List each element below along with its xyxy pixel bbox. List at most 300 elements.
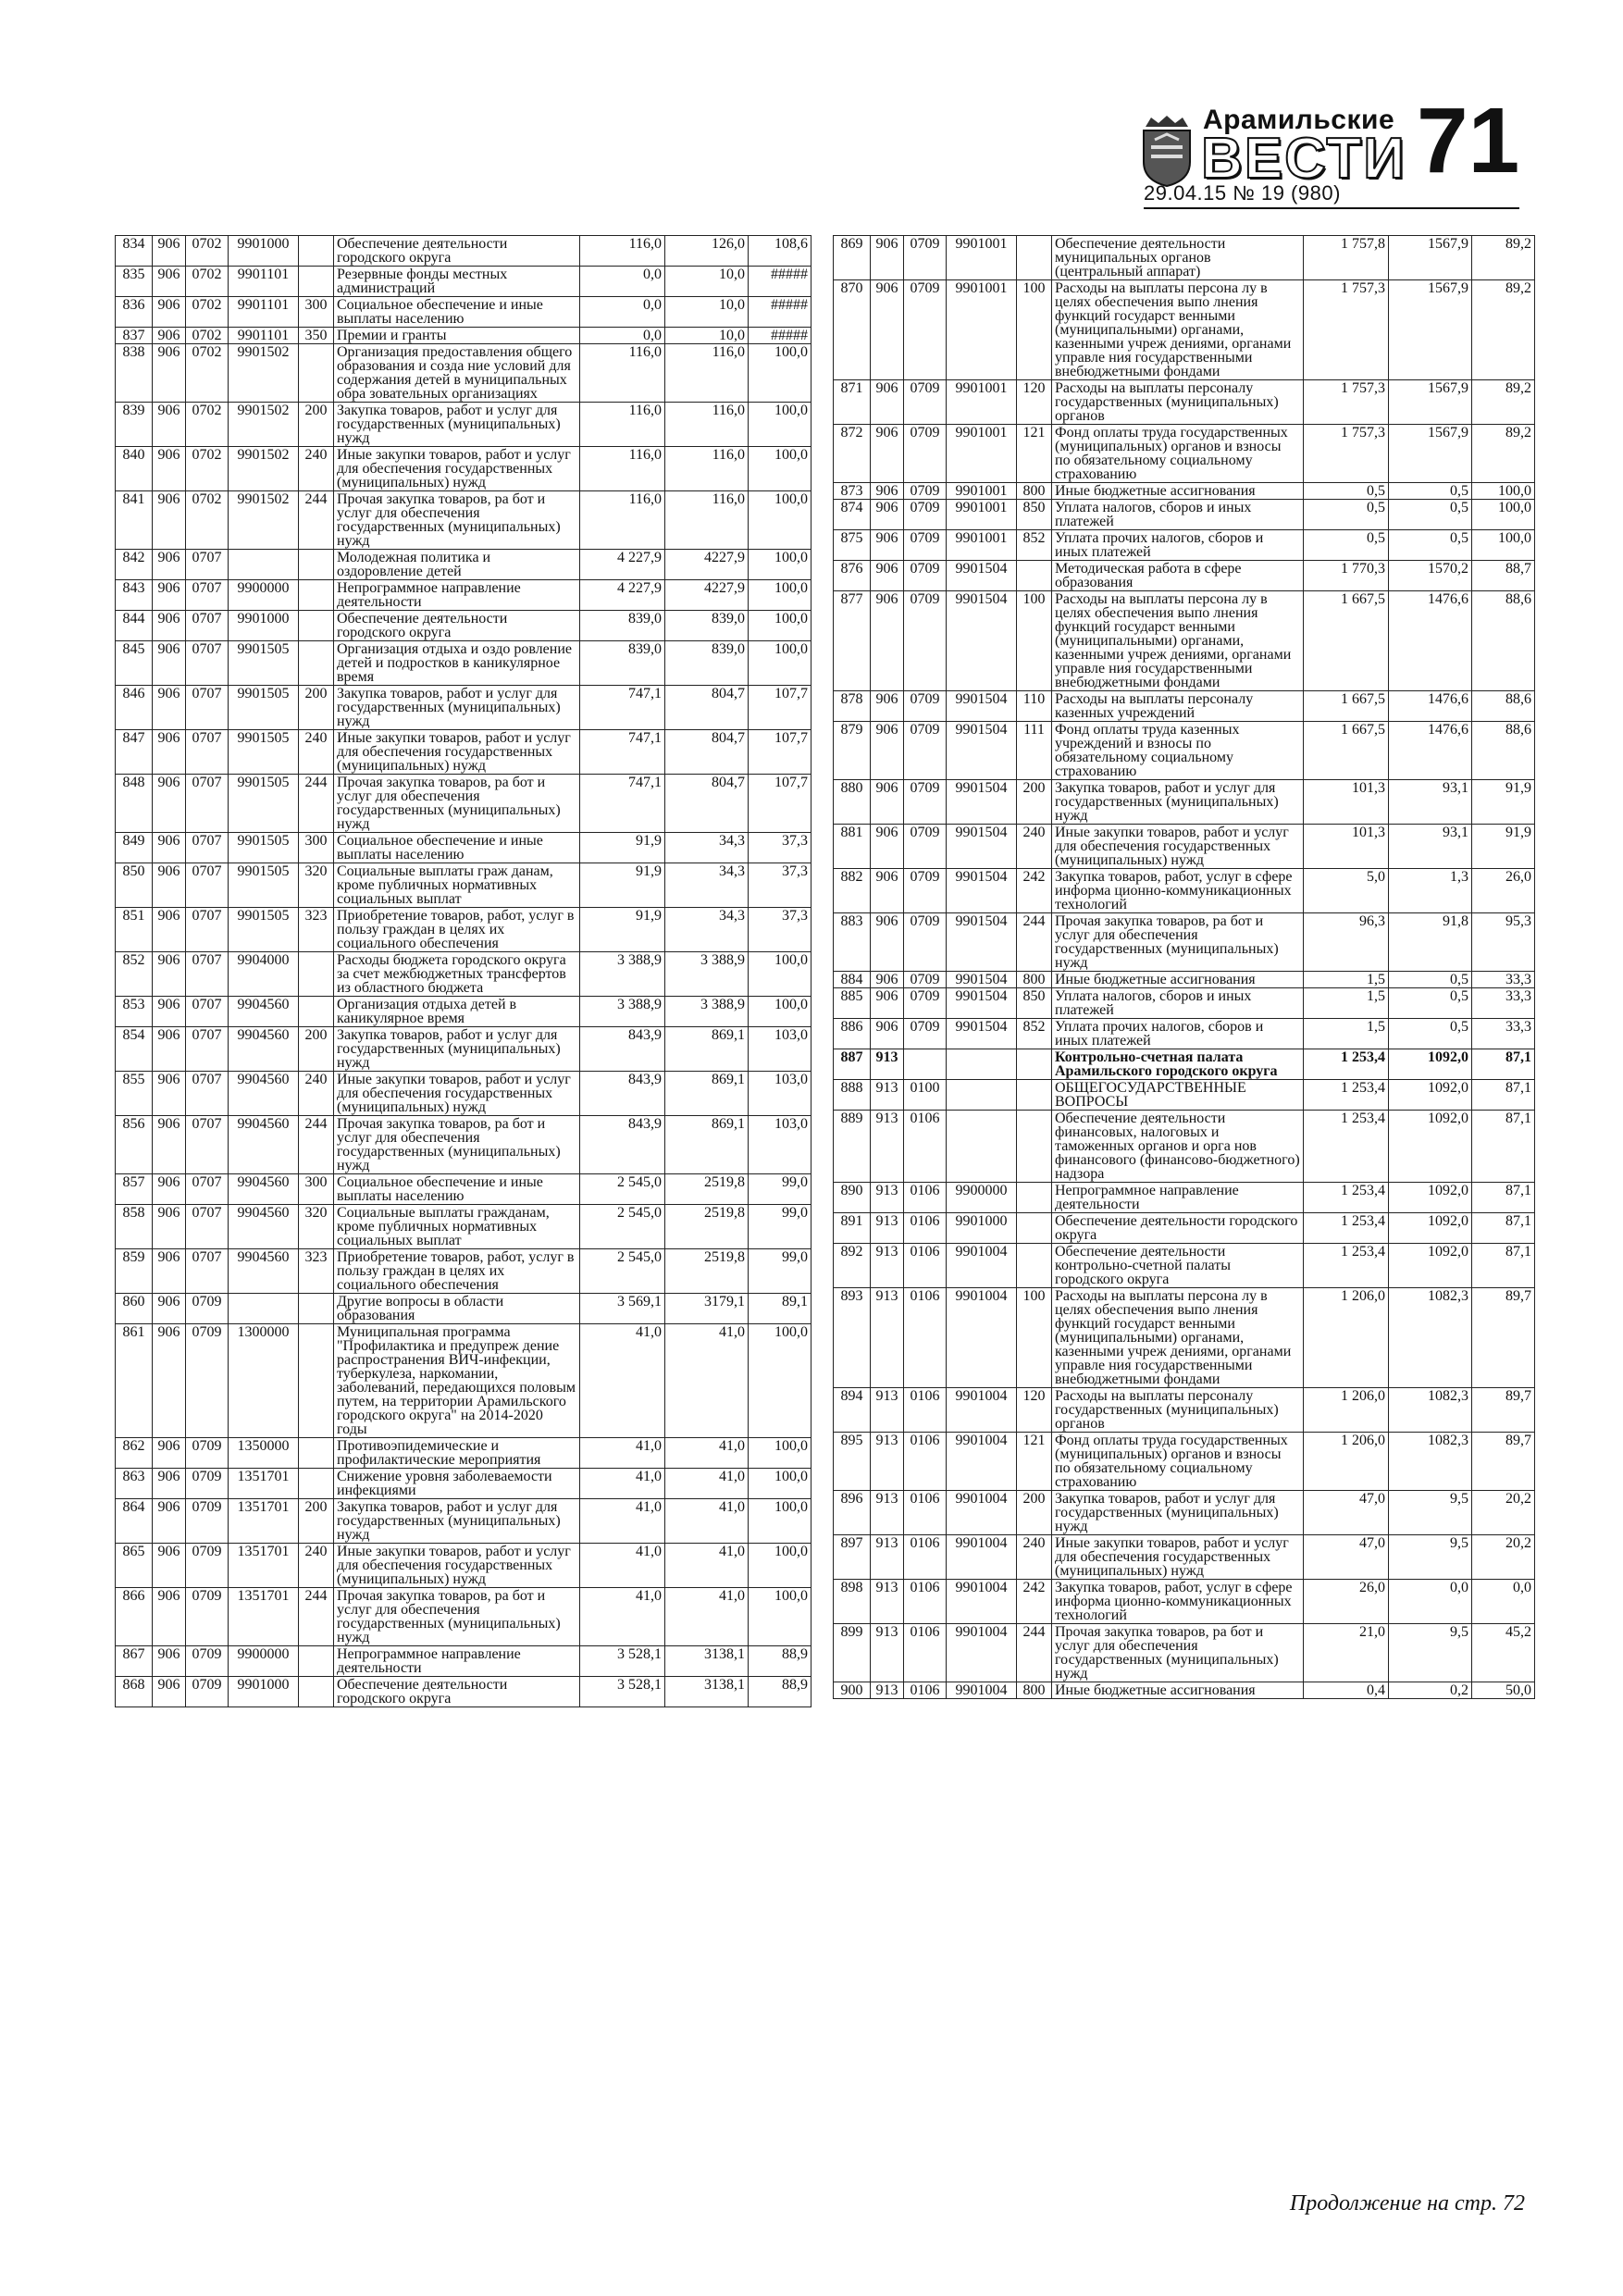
plan-amount-cell: 3 528,1 (580, 1646, 665, 1677)
plan-amount-cell: 1 253,4 (1304, 1183, 1389, 1213)
target-code-cell: 9901004 (947, 1433, 1017, 1491)
target-code-cell: 9901004 (947, 1388, 1017, 1433)
row-number-cell: 872 (834, 425, 871, 483)
item-name-cell: Иные закупки товаров, работ и услуг для обеспечения государственных (муниципальных) нужд (1052, 1535, 1304, 1580)
page-number: 71 (1417, 89, 1520, 192)
row-number-cell: 884 (834, 972, 871, 988)
actual-amount-cell: 1567,9 (1389, 236, 1472, 280)
row-number-cell: 869 (834, 236, 871, 280)
target-code-cell: 9901504 (947, 780, 1017, 825)
actual-amount-cell: 1082,3 (1389, 1388, 1472, 1433)
percent-cell: 100,0 (749, 447, 812, 491)
percent-cell: 89,7 (1472, 1433, 1535, 1491)
target-code-cell: 9901505 (229, 686, 299, 730)
percent-cell: ##### (749, 267, 812, 297)
table-row (116, 403, 812, 447)
percent-cell: 107,7 (749, 775, 812, 833)
table-row (834, 530, 1535, 561)
item-name-cell: Снижение уровня заболеваемости инфекциями (334, 1469, 580, 1499)
actual-amount-cell: 116,0 (665, 491, 749, 550)
chief-code-cell: 906 (153, 863, 186, 908)
item-name-cell: Организация отдыха детей в каникулярное время (334, 997, 580, 1027)
chief-code-cell: 906 (871, 380, 904, 425)
row-number-cell: 882 (834, 869, 871, 913)
section-code-cell: 0709 (186, 1499, 229, 1544)
row-number-cell: 877 (834, 591, 871, 691)
section-code-cell: 0709 (904, 1019, 947, 1049)
plan-amount-cell: 0,0 (580, 328, 665, 344)
expense-type-cell: 200 (299, 1027, 334, 1072)
percent-cell: 100,0 (749, 1499, 812, 1544)
target-code-cell: 9901505 (229, 775, 299, 833)
row-number-cell: 842 (116, 550, 153, 580)
row-number-cell: 883 (834, 913, 871, 972)
target-code-cell (229, 1294, 299, 1324)
table-row (834, 1288, 1535, 1388)
section-code-cell: 0709 (904, 425, 947, 483)
table-row (834, 425, 1535, 483)
percent-cell: 89,1 (749, 1294, 812, 1324)
row-number-cell: 866 (116, 1588, 153, 1646)
table-row (834, 1491, 1535, 1535)
plan-amount-cell: 91,9 (580, 908, 665, 952)
row-number-cell: 888 (834, 1080, 871, 1111)
chief-code-cell: 906 (153, 952, 186, 997)
row-number-cell: 853 (116, 997, 153, 1027)
plan-amount-cell: 1,5 (1304, 972, 1389, 988)
plan-amount-cell: 3 388,9 (580, 997, 665, 1027)
expense-type-cell (299, 1677, 334, 1707)
item-name-cell: Обеспечение деятельности городского округа (334, 611, 580, 641)
chief-code-cell: 906 (153, 775, 186, 833)
chief-code-cell: 906 (153, 1646, 186, 1677)
target-code-cell: 9901504 (947, 913, 1017, 972)
row-number-cell: 893 (834, 1288, 871, 1388)
plan-amount-cell: 0,5 (1304, 483, 1389, 500)
item-name-cell: Приобретение товаров, работ, услуг в пользу граждан в целях их социального обеспечения (334, 1249, 580, 1294)
chief-code-cell: 906 (153, 580, 186, 611)
chief-code-cell: 913 (871, 1213, 904, 1244)
expense-type-cell (299, 344, 334, 403)
actual-amount-cell: 1,3 (1389, 869, 1472, 913)
target-code-cell: 9901504 (947, 1019, 1017, 1049)
table-row (116, 908, 812, 952)
actual-amount-cell: 9,5 (1389, 1491, 1472, 1535)
chief-code-cell: 906 (871, 913, 904, 972)
target-code-cell: 9901101 (229, 328, 299, 344)
target-code-cell: 9901101 (229, 267, 299, 297)
expense-type-cell: 240 (299, 1072, 334, 1116)
section-code-cell: 0106 (904, 1624, 947, 1682)
section-code-cell: 0106 (904, 1535, 947, 1580)
actual-amount-cell: 3138,1 (665, 1677, 749, 1707)
plan-amount-cell: 3 528,1 (580, 1677, 665, 1707)
percent-cell: 0,0 (1472, 1580, 1535, 1624)
target-code-cell: 9901004 (947, 1288, 1017, 1388)
actual-amount-cell: 10,0 (665, 297, 749, 328)
expense-type-cell: 100 (1017, 280, 1052, 380)
table-row (116, 952, 812, 997)
section-code-cell: 0709 (904, 530, 947, 561)
expense-type-cell: 200 (1017, 1491, 1052, 1535)
expense-type-cell (299, 1294, 334, 1324)
actual-amount-cell: 1092,0 (1389, 1213, 1472, 1244)
section-code-cell: 0707 (186, 1205, 229, 1249)
target-code-cell: 9901502 (229, 447, 299, 491)
table-row (834, 1244, 1535, 1288)
percent-cell: 88,9 (749, 1677, 812, 1707)
item-name-cell: Прочая закупка товаров, ра бот и услуг для обеспечения государственных (муниципальных) нужд (334, 1588, 580, 1646)
plan-amount-cell: 1 757,3 (1304, 280, 1389, 380)
row-number-cell: 896 (834, 1491, 871, 1535)
plan-amount-cell: 1 770,3 (1304, 561, 1389, 591)
plan-amount-cell: 1 206,0 (1304, 1388, 1389, 1433)
item-name-cell: Иные закупки товаров, работ и услуг для обеспечения государственных (муниципальных) нужд (334, 1544, 580, 1588)
chief-code-cell: 906 (153, 344, 186, 403)
percent-cell: ##### (749, 328, 812, 344)
percent-cell: 33,3 (1472, 988, 1535, 1019)
actual-amount-cell: 3138,1 (665, 1646, 749, 1677)
section-code-cell: 0709 (186, 1294, 229, 1324)
actual-amount-cell: 1082,3 (1389, 1288, 1472, 1388)
item-name-cell: Уплата прочих налогов, сборов и иных платежей (1052, 530, 1304, 561)
section-code-cell: 0707 (186, 997, 229, 1027)
percent-cell: 50,0 (1472, 1682, 1535, 1699)
section-code-cell: 0709 (186, 1646, 229, 1677)
item-name-cell: Прочая закупка товаров, ра бот и услуг для обеспечения государственных (муниципальных) нужд (1052, 913, 1304, 972)
table-row (834, 280, 1535, 380)
actual-amount-cell: 0,5 (1389, 972, 1472, 988)
expense-type-cell: 240 (299, 447, 334, 491)
actual-amount-cell: 1092,0 (1389, 1183, 1472, 1213)
row-number-cell: 889 (834, 1111, 871, 1183)
target-code-cell: 9901001 (947, 483, 1017, 500)
actual-amount-cell: 2519,8 (665, 1174, 749, 1205)
actual-amount-cell: 0,5 (1389, 483, 1472, 500)
actual-amount-cell: 1567,9 (1389, 425, 1472, 483)
expense-type-cell (299, 997, 334, 1027)
row-number-cell: 894 (834, 1388, 871, 1433)
section-code-cell: 0106 (904, 1288, 947, 1388)
target-code-cell: 9901505 (229, 730, 299, 775)
percent-cell: 89,2 (1472, 380, 1535, 425)
row-number-cell: 854 (116, 1027, 153, 1072)
row-number-cell: 843 (116, 580, 153, 611)
table-row (834, 972, 1535, 988)
target-code-cell: 9904560 (229, 1249, 299, 1294)
section-code-cell: 0707 (186, 580, 229, 611)
actual-amount-cell: 869,1 (665, 1027, 749, 1072)
table-row (834, 691, 1535, 722)
expense-type-cell (299, 1646, 334, 1677)
budget-table-left (115, 235, 812, 1707)
row-number-cell: 891 (834, 1213, 871, 1244)
actual-amount-cell: 1092,0 (1389, 1244, 1472, 1288)
expense-type-cell: 244 (299, 1116, 334, 1174)
table-row (116, 1544, 812, 1588)
target-code-cell: 9901504 (947, 988, 1017, 1019)
row-number-cell: 864 (116, 1499, 153, 1544)
actual-amount-cell: 41,0 (665, 1499, 749, 1544)
percent-cell: 100,0 (749, 1544, 812, 1588)
chief-code-cell: 906 (871, 722, 904, 780)
expense-type-cell: 240 (299, 1544, 334, 1588)
plan-amount-cell: 0,0 (580, 267, 665, 297)
actual-amount-cell: 869,1 (665, 1116, 749, 1174)
actual-amount-cell: 34,3 (665, 863, 749, 908)
target-code-cell (229, 550, 299, 580)
plan-amount-cell: 41,0 (580, 1544, 665, 1588)
section-code-cell: 0709 (186, 1469, 229, 1499)
item-name-cell: Фонд оплаты труда государственных (муниципальных) органов и взносы по обязательному социальному страхованию (1052, 1433, 1304, 1491)
item-name-cell: Обеспечение деятельности городского округа (1052, 1213, 1304, 1244)
item-name-cell: Уплата прочих налогов, сборов и иных платежей (1052, 1019, 1304, 1049)
item-name-cell: Фонд оплаты труда казенных учреждений и взносы по обязательному социальному страхованию (1052, 722, 1304, 780)
expense-type-cell: 300 (299, 1174, 334, 1205)
plan-amount-cell: 1 667,5 (1304, 722, 1389, 780)
section-code-cell: 0709 (186, 1438, 229, 1469)
actual-amount-cell: 3 388,9 (665, 952, 749, 997)
target-code-cell (947, 1049, 1017, 1080)
actual-amount-cell: 1476,6 (1389, 722, 1472, 780)
table-row (116, 1469, 812, 1499)
expense-type-cell: 800 (1017, 972, 1052, 988)
plan-amount-cell: 3 388,9 (580, 952, 665, 997)
item-name-cell: Молодежная политика и оздоровление детей (334, 550, 580, 580)
expense-type-cell: 240 (1017, 825, 1052, 869)
item-name-cell: Расходы на выплаты персоналу казенных учреждений (1052, 691, 1304, 722)
section-code-cell: 0709 (904, 591, 947, 691)
row-number-cell: 836 (116, 297, 153, 328)
item-name-cell: Обеспечение деятельности муниципальных органов (центральный аппарат) (1052, 236, 1304, 280)
item-name-cell: Закупка товаров, работ и услуг для государственных (муниципальных) нужд (334, 1499, 580, 1544)
actual-amount-cell: 116,0 (665, 447, 749, 491)
target-code-cell: 9901502 (229, 491, 299, 550)
target-code-cell: 9901001 (947, 236, 1017, 280)
chief-code-cell: 906 (153, 1174, 186, 1205)
target-code-cell: 9901004 (947, 1682, 1017, 1699)
chief-code-cell: 906 (153, 908, 186, 952)
item-name-cell: Контрольно-счетная палата Арамильского городского округа (1052, 1049, 1304, 1080)
table-row (834, 1080, 1535, 1111)
target-code-cell: 9901000 (229, 611, 299, 641)
plan-amount-cell: 116,0 (580, 403, 665, 447)
brand-main: ВЕСТИ (1201, 127, 1406, 191)
row-number-cell: 873 (834, 483, 871, 500)
target-code-cell: 9901001 (947, 500, 1017, 530)
expense-type-cell (1017, 1049, 1052, 1080)
actual-amount-cell: 0,5 (1389, 988, 1472, 1019)
actual-amount-cell: 804,7 (665, 686, 749, 730)
header-rule (1144, 207, 1519, 209)
row-number-cell: 845 (116, 641, 153, 686)
section-code-cell: 0100 (904, 1080, 947, 1111)
item-name-cell: Непрограммное направление деятельности (334, 1646, 580, 1677)
table-row (834, 1388, 1535, 1433)
plan-amount-cell: 0,0 (580, 297, 665, 328)
expense-type-cell: 100 (1017, 1288, 1052, 1388)
plan-amount-cell: 47,0 (1304, 1491, 1389, 1535)
chief-code-cell: 906 (871, 825, 904, 869)
chief-code-cell: 906 (153, 730, 186, 775)
plan-amount-cell: 47,0 (1304, 1535, 1389, 1580)
plan-amount-cell: 1 253,4 (1304, 1080, 1389, 1111)
table-row (834, 722, 1535, 780)
percent-cell: 87,1 (1472, 1111, 1535, 1183)
plan-amount-cell: 91,9 (580, 833, 665, 863)
chief-code-cell: 906 (153, 491, 186, 550)
actual-amount-cell: 2519,8 (665, 1205, 749, 1249)
item-name-cell: Прочая закупка товаров, ра бот и услуг для обеспечения государственных (муниципальных) нужд (334, 1116, 580, 1174)
expense-type-cell: 320 (299, 863, 334, 908)
plan-amount-cell: 2 545,0 (580, 1249, 665, 1294)
percent-cell: 100,0 (749, 641, 812, 686)
expense-type-cell (1017, 1111, 1052, 1183)
percent-cell: 88,6 (1472, 722, 1535, 780)
target-code-cell: 9901001 (947, 280, 1017, 380)
row-number-cell: 863 (116, 1469, 153, 1499)
section-code-cell (904, 1049, 947, 1080)
chief-code-cell: 906 (153, 1116, 186, 1174)
table-row (116, 236, 812, 267)
percent-cell: 33,3 (1472, 972, 1535, 988)
item-name-cell: Фонд оплаты труда государственных (муниципальных) органов и взносы по обязательному социальному страхованию (1052, 425, 1304, 483)
table-row (834, 1049, 1535, 1080)
item-name-cell: Расходы на выплаты персона лу в целях обеспечения выпо лнения функций государст венными (муниципальными) органами, казенными учреж дениями, органами управле ния государственными внебюджетными фондами (1052, 1288, 1304, 1388)
brand-top: Арамильские (1203, 105, 1395, 135)
actual-amount-cell: 3 388,9 (665, 997, 749, 1027)
plan-amount-cell: 1,5 (1304, 1019, 1389, 1049)
chief-code-cell: 913 (871, 1244, 904, 1288)
table-row (116, 267, 812, 297)
section-code-cell: 0702 (186, 328, 229, 344)
target-code-cell: 1300000 (229, 1324, 299, 1438)
row-number-cell: 862 (116, 1438, 153, 1469)
row-number-cell: 868 (116, 1677, 153, 1707)
chief-code-cell: 913 (871, 1535, 904, 1580)
section-code-cell: 0707 (186, 1116, 229, 1174)
expense-type-cell: 852 (1017, 530, 1052, 561)
percent-cell: 95,3 (1472, 913, 1535, 972)
section-code-cell: 0707 (186, 611, 229, 641)
percent-cell: 100,0 (749, 997, 812, 1027)
chief-code-cell: 906 (871, 691, 904, 722)
table-row (116, 1677, 812, 1707)
chief-code-cell: 906 (153, 447, 186, 491)
percent-cell: 100,0 (1472, 483, 1535, 500)
expense-type-cell (299, 267, 334, 297)
expense-type-cell: 110 (1017, 691, 1052, 722)
actual-amount-cell: 34,3 (665, 833, 749, 863)
actual-amount-cell: 0,5 (1389, 530, 1472, 561)
item-name-cell: Иные закупки товаров, работ и услуг для обеспечения государственных (муниципальных) нужд (1052, 825, 1304, 869)
section-code-cell: 0709 (904, 988, 947, 1019)
chief-code-cell: 906 (153, 1072, 186, 1116)
plan-amount-cell: 0,4 (1304, 1682, 1389, 1699)
actual-amount-cell: 1092,0 (1389, 1080, 1472, 1111)
chief-code-cell: 906 (871, 483, 904, 500)
expense-type-cell (299, 236, 334, 267)
table-row (116, 611, 812, 641)
row-number-cell: 890 (834, 1183, 871, 1213)
percent-cell: 88,6 (1472, 591, 1535, 691)
actual-amount-cell: 93,1 (1389, 825, 1472, 869)
row-number-cell: 848 (116, 775, 153, 833)
row-number-cell: 885 (834, 988, 871, 1019)
percent-cell: 100,0 (749, 491, 812, 550)
actual-amount-cell: 41,0 (665, 1469, 749, 1499)
section-code-cell: 0702 (186, 267, 229, 297)
percent-cell: 100,0 (749, 611, 812, 641)
percent-cell: 100,0 (749, 952, 812, 997)
plan-amount-cell: 747,1 (580, 730, 665, 775)
target-code-cell: 1350000 (229, 1438, 299, 1469)
item-name-cell: Расходы на выплаты персона лу в целях обеспечения выпо лнения функций государст венными (муниципальными) органами, казенными учреж дениями, органами управле ния государственными внебюджетными фондами (1052, 280, 1304, 380)
item-name-cell: Закупка товаров, работ и услуг для государственных (муниципальных) нужд (334, 686, 580, 730)
plan-amount-cell: 21,0 (1304, 1624, 1389, 1682)
table-row (116, 1174, 812, 1205)
table-row (834, 1624, 1535, 1682)
actual-amount-cell: 1092,0 (1389, 1049, 1472, 1080)
target-code-cell: 9901502 (229, 403, 299, 447)
actual-amount-cell: 1570,2 (1389, 561, 1472, 591)
target-code-cell: 9901101 (229, 297, 299, 328)
section-code-cell: 0106 (904, 1580, 947, 1624)
target-code-cell: 9901504 (947, 869, 1017, 913)
plan-amount-cell: 3 569,1 (580, 1294, 665, 1324)
item-name-cell: Обеспечение деятельности контрольно-счетной палаты городского округа (1052, 1244, 1304, 1288)
plan-amount-cell: 1,5 (1304, 988, 1389, 1019)
actual-amount-cell: 116,0 (665, 344, 749, 403)
table-row (834, 500, 1535, 530)
section-code-cell: 0702 (186, 403, 229, 447)
item-name-cell: Социальное обеспечение и иные выплаты населению (334, 833, 580, 863)
item-name-cell: Непрограммное направление деятельности (334, 580, 580, 611)
target-code-cell: 9900000 (947, 1183, 1017, 1213)
section-code-cell: 0702 (186, 447, 229, 491)
actual-amount-cell: 9,5 (1389, 1624, 1472, 1682)
section-code-cell: 0702 (186, 236, 229, 267)
table-row (116, 1205, 812, 1249)
target-code-cell: 9901504 (947, 722, 1017, 780)
item-name-cell: Приобретение товаров, работ, услуг в пользу граждан в целях их социального обеспечения (334, 908, 580, 952)
section-code-cell: 0707 (186, 686, 229, 730)
expense-type-cell: 200 (299, 686, 334, 730)
expense-type-cell: 111 (1017, 722, 1052, 780)
plan-amount-cell: 1 667,5 (1304, 591, 1389, 691)
chief-code-cell: 906 (153, 686, 186, 730)
plan-amount-cell: 41,0 (580, 1469, 665, 1499)
chief-code-cell: 913 (871, 1388, 904, 1433)
item-name-cell: Иные закупки товаров, работ и услуг для обеспечения государственных (муниципальных) нужд (334, 447, 580, 491)
section-code-cell: 0709 (904, 722, 947, 780)
plan-amount-cell: 843,9 (580, 1027, 665, 1072)
target-code-cell: 1351701 (229, 1499, 299, 1544)
plan-amount-cell: 101,3 (1304, 780, 1389, 825)
expense-type-cell (1017, 1183, 1052, 1213)
target-code-cell: 9904560 (229, 1205, 299, 1249)
row-number-cell: 887 (834, 1049, 871, 1080)
target-code-cell: 9904560 (229, 1072, 299, 1116)
percent-cell: 100,0 (749, 1324, 812, 1438)
percent-cell: 20,2 (1472, 1535, 1535, 1580)
row-number-cell: 879 (834, 722, 871, 780)
section-code-cell: 0106 (904, 1111, 947, 1183)
section-code-cell: 0707 (186, 833, 229, 863)
section-code-cell: 0709 (904, 972, 947, 988)
section-code-cell: 0709 (186, 1324, 229, 1438)
row-number-cell: 897 (834, 1535, 871, 1580)
